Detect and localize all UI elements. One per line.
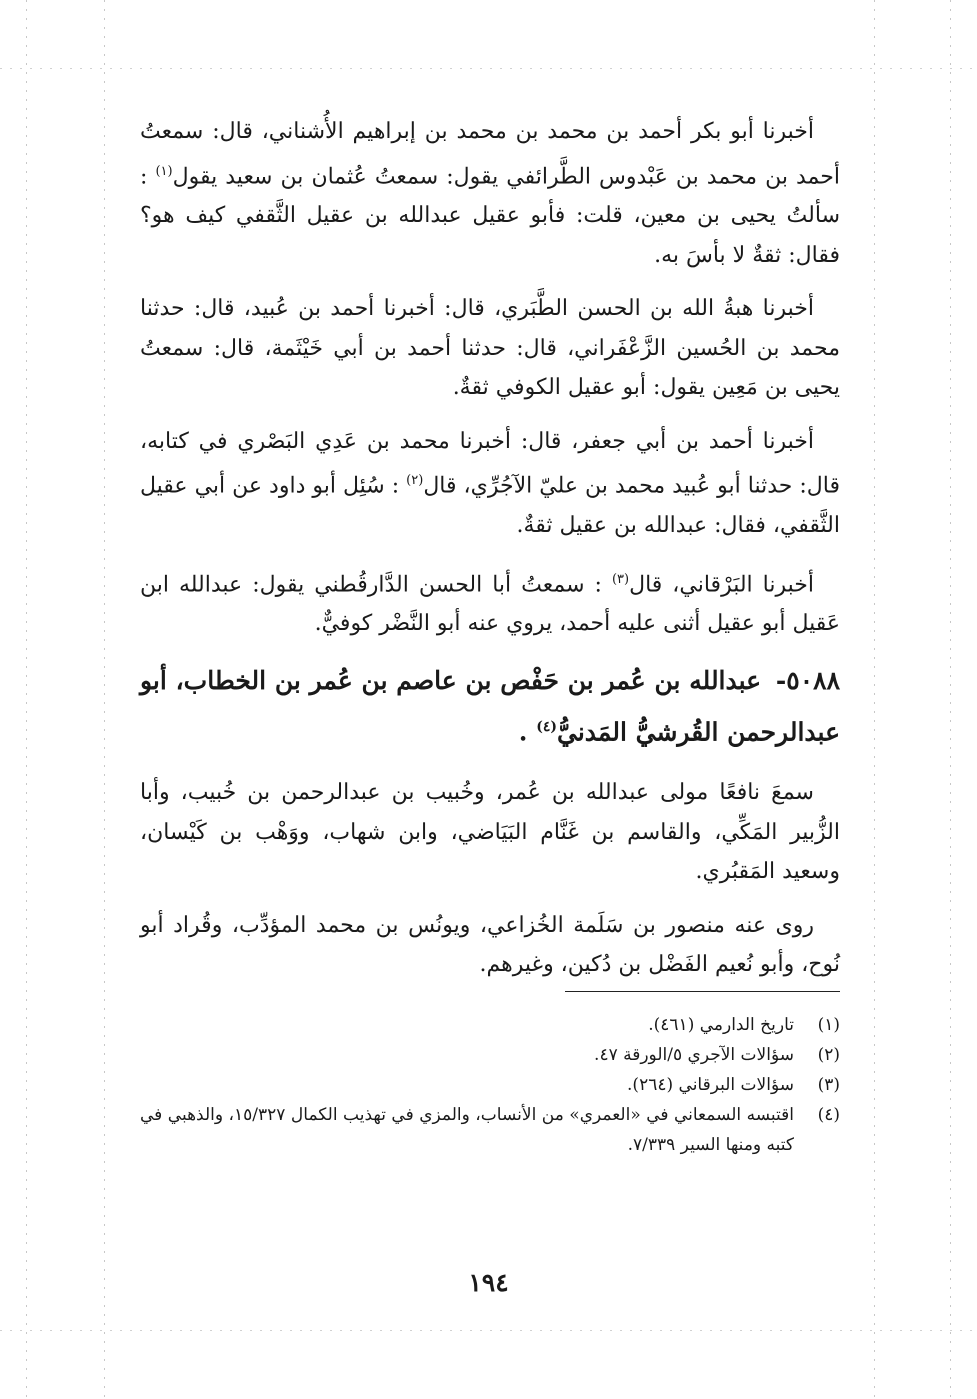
footnote-number: (١): [817, 1014, 840, 1035]
footnote-text: سؤالات الآجري ٥/الورقة ٤٧.: [594, 1044, 794, 1065]
page-body: [140, 112, 840, 1160]
footnote-number: (٣): [817, 1074, 840, 1095]
scan-guide-line: [950, 0, 951, 1399]
scan-guide-line: [0, 68, 977, 69]
paragraph-text: : سمعتُ أبا الحسن الدَّارقُطني يقول: عبدالله ابن عَقيل أبو عقيل أثنى عليه أحمد، يروي عنه أبو النَّضْر كوفيٌّ.: [140, 571, 840, 637]
footnote-ref: (١): [155, 163, 173, 179]
scan-guide-line: [0, 1330, 977, 1331]
paragraph-text: أخبرنا هبةُ الله بن الحسن الطَّبَري، قال: أخبرنا أحمد بن عُبيد، قال: حدثنا محمد بن الحُسين الزَّعْفَراني، قال: حدثنا أحمد بن أبي خَيْثَمة، قال: سمعتُ يحيى بن مَعِين يقول: أبو عقيل الكوفي ثقةٌ.: [140, 296, 840, 401]
paragraph-text: روى عنه منصور بن سَلَمة الخُزاعي، ويونُس بن محمد المؤدِّب، وقُراد أبو نُوح، وأبو نُعيم الفَضْل بن دُكين، وغيرهم.: [140, 912, 840, 978]
footnotes: [140, 1010, 840, 1160]
paragraph: [140, 422, 840, 546]
paragraph-text: أخبرنا البَرْقاني، قال: [629, 571, 814, 597]
paragraph: [140, 906, 840, 985]
footnote: [140, 1010, 840, 1040]
paragraph: [140, 289, 840, 408]
footnote-number: (٤): [817, 1104, 840, 1125]
footnote-ref: (٤): [536, 718, 557, 735]
entry-heading: [140, 658, 840, 755]
paragraph-text: أخبرنا أبو بكر أحمد بن محمد بن محمد بن إبراهيم الأُشناني، قال: سمعتُ أحمد بن محمد بن عَبْدوس الطَّرائفي يقول: سمعتُ عُثمان بن سعيد يقول: [140, 119, 840, 189]
entry-title: عبدالله بن عُمر بن حَفْص بن عاصم بن عُمر بن الخطاب، أبو عبدالرحمن القُرشيُّ المَدنيُّ: [140, 665, 840, 747]
scan-guide-line: [104, 0, 105, 1399]
entry-number: ٥٠٨٨-: [775, 665, 840, 695]
paragraph-text: : سُئِل أبو داود عن أبي عقيل الثَّقفي، فقال: عبدالله بن عقيل ثقةٌ.: [140, 473, 840, 539]
paragraph-text: : سألتُ يحيى بن معين، قلت: فأبو عقيل عبدالله بن عقيل الثَّقفي كيف هو؟ فقال: ثقةٌ لا بأسَ به.: [140, 163, 840, 268]
footnote: [140, 1100, 840, 1160]
footnote-ref: (٢): [406, 473, 424, 489]
paragraph: [140, 112, 840, 275]
paragraph-text: أخبرنا أحمد بن أبي جعفر، قال: أخبرنا محمد بن عَدِي البَصْري في كتابه، قال: حدثنا أبو عُبيد محمد بن عليّ الآجُرِّي، قال: [140, 428, 840, 499]
footnote-text: سؤالات البرقاني (٢٦٤).: [627, 1074, 794, 1095]
footnote-text: اقتبسه السمعاني في «العمري» من الأنساب، والمزي في تهذيب الكمال ١٥/٣٢٧، والذهبي في كتبه ومنها السير ٧/٣٣٩.: [140, 1104, 795, 1155]
page-number: ١٩٤: [468, 1268, 509, 1297]
footnote-ref: (٣): [611, 571, 630, 587]
footnote-text: تاريخ الدارمي (٤٦١).: [648, 1014, 794, 1035]
scan-guide-line: [874, 0, 875, 1399]
entry-end: .: [518, 717, 528, 747]
paragraph: [140, 560, 840, 644]
paragraph: [140, 773, 840, 892]
footnote-separator: [565, 991, 840, 992]
scan-guide-line: [26, 0, 27, 1399]
footnote: [140, 1040, 840, 1070]
footnote: [140, 1070, 840, 1100]
paragraph-text: سمعَ نافعًا مولى عبدالله بن عُمر، وخُبيب بن عبدالرحمن بن خُبيب، وأبا الزُّبير المَكِّي، والقاسم بن غَنَّام البَيَاضي، وابن شهاب، ووَهْب بن كَيْسان، وسعيد المَقبُري.: [140, 780, 840, 885]
footnote-number: (٢): [817, 1044, 840, 1065]
